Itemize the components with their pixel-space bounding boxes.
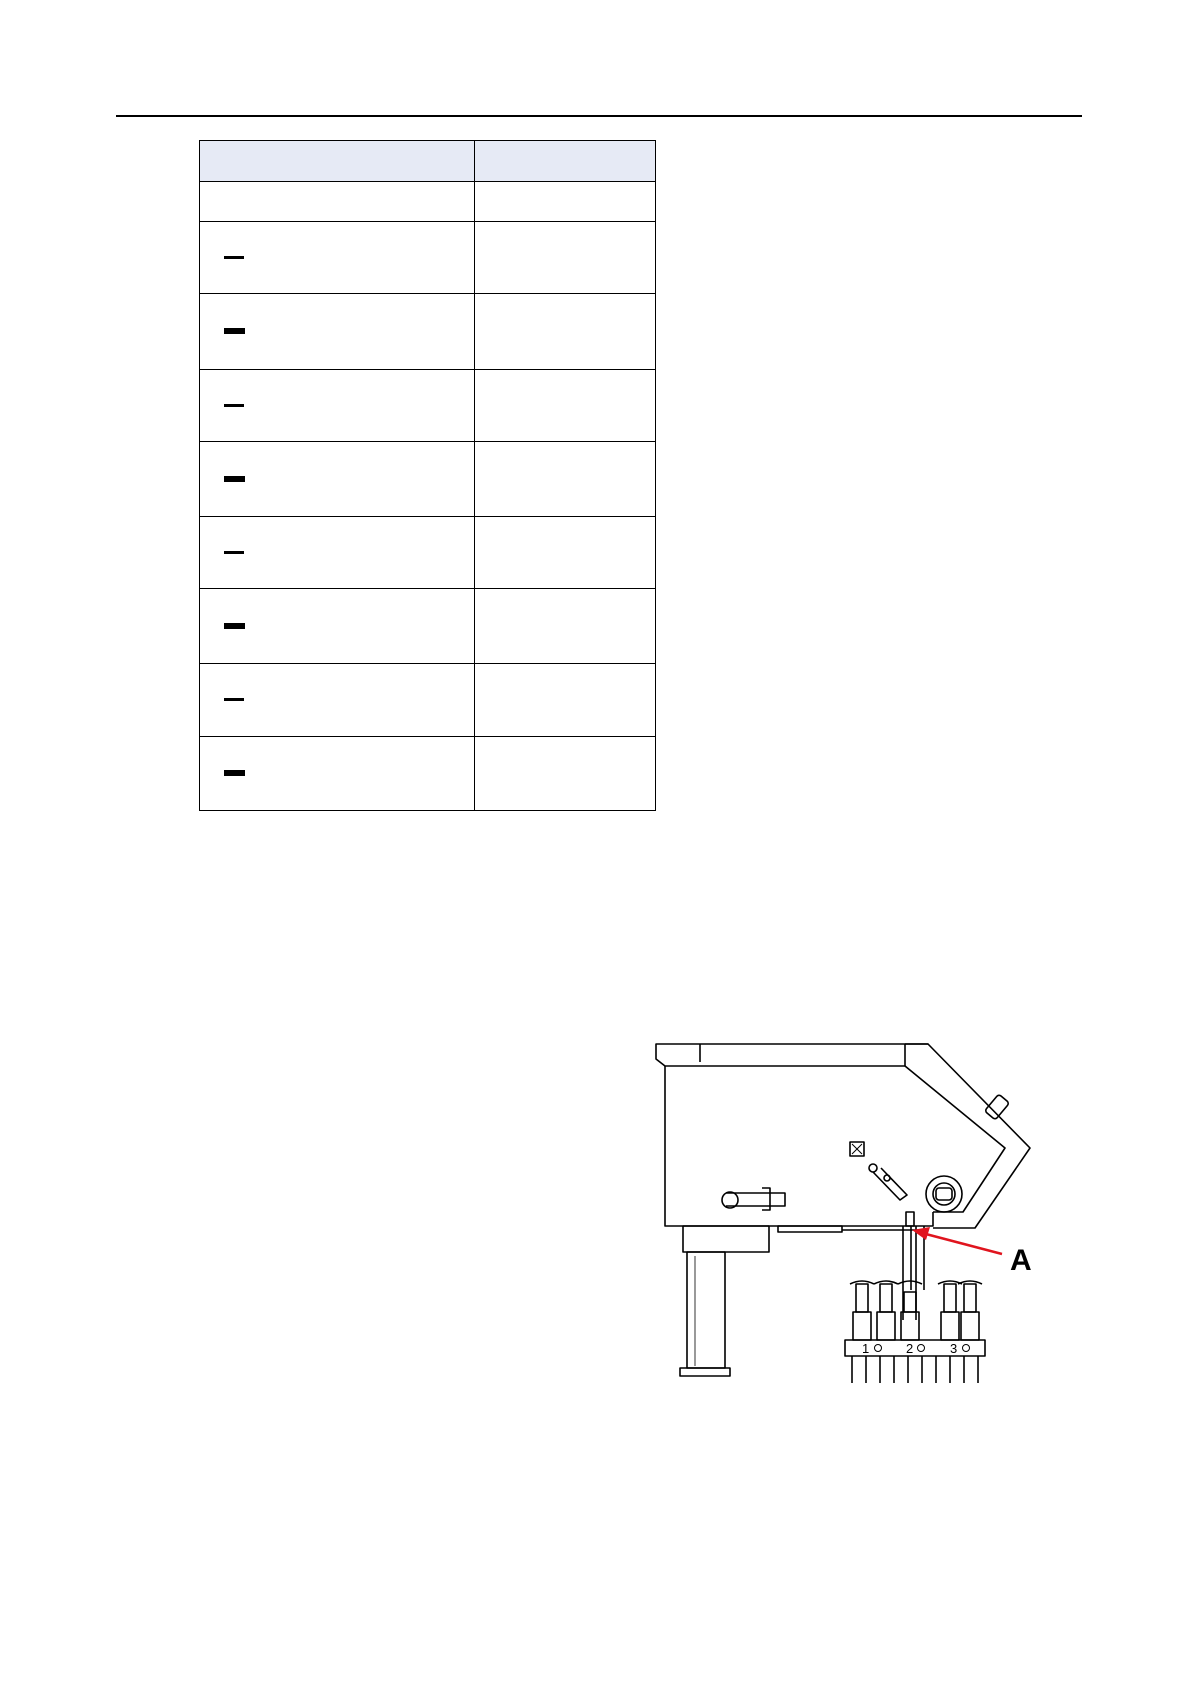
table-row xyxy=(200,370,656,442)
lever-pivot xyxy=(869,1164,877,1172)
line-thick-icon xyxy=(224,770,245,776)
rack-mark-circle xyxy=(875,1345,882,1352)
callout-arrow xyxy=(912,1227,1002,1254)
table-header-cell xyxy=(475,141,656,182)
tube-holder xyxy=(938,1281,962,1340)
table-header-cell xyxy=(200,141,475,182)
table-cell xyxy=(200,222,475,294)
callout-label-a: A xyxy=(1010,1244,1032,1277)
table-row xyxy=(200,294,656,370)
table-header-row xyxy=(200,141,656,182)
device-side-view-drawing xyxy=(652,1028,1062,1383)
table-cell xyxy=(475,442,656,517)
line-thick-icon xyxy=(224,476,245,482)
line-thick-icon xyxy=(224,623,245,629)
callout-arrow-head xyxy=(912,1227,930,1240)
table-cell xyxy=(200,737,475,811)
tube-holder xyxy=(874,1281,898,1340)
table-cell xyxy=(200,442,475,517)
table-cell xyxy=(200,370,475,442)
table-row xyxy=(200,442,656,517)
round-port-outer xyxy=(926,1176,962,1212)
column-rod xyxy=(687,1252,725,1368)
line-thin-icon xyxy=(224,256,244,259)
page-header-rule xyxy=(116,115,1082,117)
line-thin-icon xyxy=(224,404,244,407)
nose-knob xyxy=(985,1094,1010,1120)
table-cell xyxy=(200,294,475,370)
lever-ball xyxy=(884,1175,890,1181)
callout-arrow-line xyxy=(922,1233,1002,1254)
rack-mark-2: 2 xyxy=(906,1341,914,1356)
probe-collar xyxy=(906,1212,914,1226)
table-row xyxy=(200,664,656,737)
round-port-button xyxy=(936,1188,952,1200)
table-cell xyxy=(200,589,475,664)
line-thin-icon xyxy=(224,698,244,701)
body-outline xyxy=(665,1066,933,1226)
rack-mark-circle xyxy=(918,1345,925,1352)
table-cell xyxy=(475,664,656,737)
table-cell xyxy=(475,737,656,811)
bottom-strip xyxy=(778,1226,842,1232)
table-cell xyxy=(475,370,656,442)
table-cell xyxy=(475,294,656,370)
table-row xyxy=(200,517,656,589)
line-thin-icon xyxy=(224,551,244,554)
table-row xyxy=(200,182,656,222)
table-cell xyxy=(200,664,475,737)
rack-mark-circle xyxy=(963,1345,970,1352)
spec-table xyxy=(199,140,656,811)
tube-holder xyxy=(958,1281,982,1340)
lever-arm xyxy=(873,1168,907,1200)
column-foot xyxy=(680,1368,730,1376)
table-cell xyxy=(200,182,475,222)
rack-mark-3: 3 xyxy=(950,1341,958,1356)
table-cell xyxy=(475,182,656,222)
table-row xyxy=(200,737,656,811)
column-block xyxy=(683,1226,769,1252)
tube-holder xyxy=(898,1281,922,1340)
table-cell xyxy=(200,517,475,589)
table-cell xyxy=(475,222,656,294)
line-thick-icon xyxy=(224,328,245,334)
nose-outer xyxy=(905,1044,1030,1228)
rack-mark-1: 1 xyxy=(862,1341,870,1356)
table-cell xyxy=(475,589,656,664)
handle-lever xyxy=(726,1193,785,1206)
table-row xyxy=(200,589,656,664)
table-row xyxy=(200,222,656,294)
lid-outline xyxy=(656,1044,928,1066)
tube-rack xyxy=(845,1281,985,1383)
tube-holder xyxy=(850,1281,874,1340)
table-cell xyxy=(475,517,656,589)
